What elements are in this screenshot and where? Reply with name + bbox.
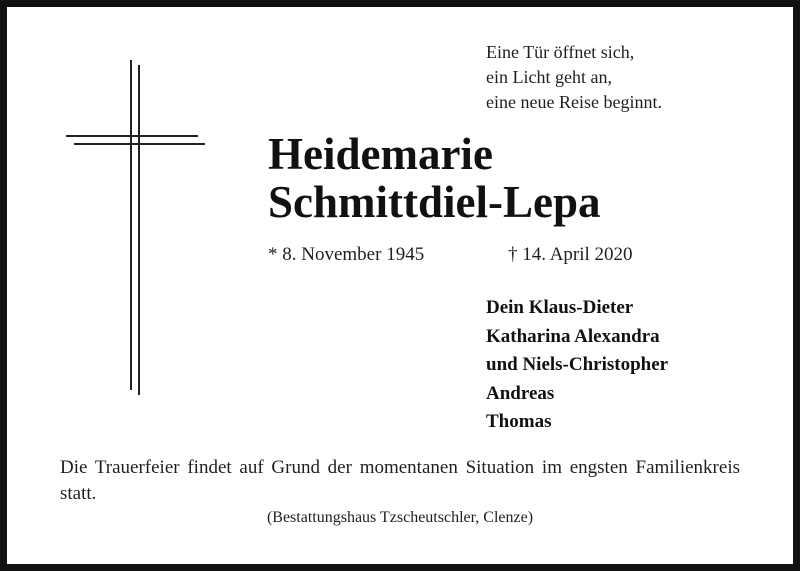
mourner: Dein Klaus-Dieter — [486, 297, 634, 318]
death-date: † 14. April 2020 — [508, 244, 633, 265]
cross-icon — [62, 60, 212, 395]
funeral-home: (Bestattungshaus Tzscheutschler, Clenze) — [266, 509, 534, 526]
mourner: und Niels-Christopher — [486, 354, 669, 375]
mourner: Katharina Alexandra — [486, 325, 660, 347]
poem-line: ein Licht geht an, — [486, 67, 612, 87]
mourner: Thomas — [486, 411, 552, 432]
deceased-first-name: Heidemarie — [268, 129, 493, 179]
deceased-last-name: Schmittdiel-Lepa — [268, 177, 601, 227]
poem-line: Eine Tür öffnet sich, — [486, 42, 635, 62]
mourner: Andreas — [486, 382, 555, 404]
poem-line: eine neue Reise beginnt. — [486, 92, 662, 112]
mourners-list — [486, 294, 668, 437]
deceased-name — [268, 130, 601, 226]
funeral-notice: Die Trauerfeier findet auf Grund der momentanen Situation im engsten Familienkreis statt. — [60, 457, 740, 504]
birth-date: * 8. November 1945 — [268, 244, 425, 265]
poem — [486, 40, 662, 115]
